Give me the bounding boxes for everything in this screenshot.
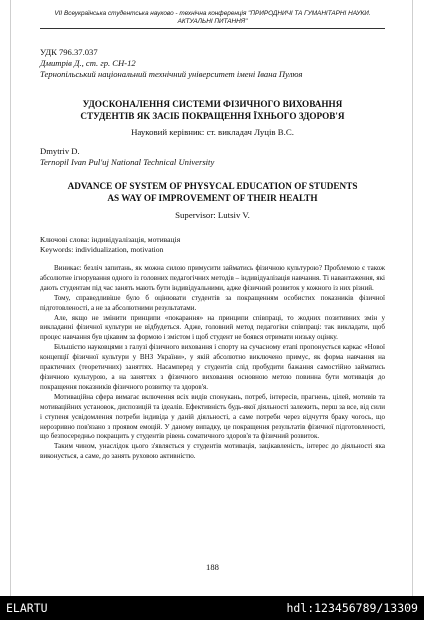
- conference-header-line2: АКТУАЛЬНІ ПИТАННЯ": [177, 17, 248, 25]
- title-en-line2: AS WAY OF IMPROVEMENT OF THEIR HEALTH: [107, 193, 318, 203]
- institution-en: Ternopil Ivan Pul'uj National Technical University: [40, 157, 215, 167]
- repository-name: ELARTU: [6, 601, 48, 615]
- author-ua: Дмитрів Д., ст. гр. СН-12: [40, 58, 136, 68]
- udk-code: УДК 796.37.037: [40, 47, 98, 57]
- institution-ua: Тернопільський національний технічний університет імені Івана Пулюя: [40, 69, 303, 79]
- supervisor-en: Supervisor: Lutsiv V.: [175, 210, 250, 220]
- paragraph: Виникає: безліч запитань, як можна силою примусити займатись фізичною культурою? Проблемою є також абсолютне ігнорування одного із головних педагогічних методів – індивідуалізація навчання. Ті навантаження, які дають студентам під час занять мають бути індивідуальними, адже фізичний розвиток у кожного із них різний.: [40, 264, 385, 292]
- paragraph: Тому, справедливіше було б оцінювати студентів за покращенням особистих показників фізичної підготовленості, а не за абсолютними результатами.: [40, 293, 385, 312]
- supervisor-ua: Науковий керівник: ст. викладач Луців В.С.: [131, 127, 294, 137]
- title-en-line1: ADVANCE OF SYSTEM OF PHYSYCAL EDUCATION OF STUDENTS: [67, 181, 358, 191]
- paragraph: Таким чином, унаслідок цього з'являється у студентів мотивація, зацікавленість, інтерес до діяльності яка виконується, а саме, до занять руховою активністю.: [40, 442, 385, 461]
- keywords-en: Keywords: individualization, motivation: [40, 245, 164, 254]
- conference-header: [40, 10, 385, 29]
- repository-footer-bar: [0, 596, 424, 620]
- paragraph: Мотиваційна сфера вимагає включення всіх видів спонукань, потреб, інтересів, прагнень, цілей, мотивів та мотиваційних установок, диспозицій та ідеалів. Ефективність будь-якої діяльності залежить, перш за все, від сили і ступеня усвідомлення потреби індивіда у даній діяльності, а саме потреби через відчуття браку чогось, що нерозривно пов'язано з проявом емоцій. У даному випадку, це покращення результатів фізичної підготовленості, що безпосередньо покращить у студентів рівень соматичного здоров'я та фізичний розвиток.: [40, 392, 385, 441]
- title-en: [40, 180, 385, 204]
- paragraph: Більшістю науковцями з галузі фізичного виховання і спорту на сучасному етапі пропонується каркас «Нової концепції фізичної культури у ВНЗ України», у якій абсолютно виключено примус, як форма навчання на практичних (теоретичних) заняттях. Насамперед у студентів слід пробудити бажання самостійно займатись фізичною культурою, а на заняттях з фізичного виховання основною метою повинна бути мотивація до покращення показників фізичного розвитку та здоров'я.: [40, 343, 385, 391]
- keywords-ua: Ключові слова: індивідуалізація, мотивація: [40, 235, 181, 244]
- title-ua: [40, 98, 385, 122]
- conference-header-line1: VII Всеукраїнська студентська науково - технічна конференція "ПРИРОДНИЧІ ТА ГУМАНІТАРНІ НАУКИ.: [54, 10, 371, 17]
- page-number: 188: [206, 562, 219, 572]
- author-en: Dmytriv D.: [40, 146, 80, 156]
- paragraph: Але, якщо не змінити принципи «покарання» на принципи співпраці, то жодних позитивних змін у викладанні фізичної культури не відбудеться. Адже, головний метод педагогіки співпраці: так викладати, щоб процес навчання був цікавим за формою і змістом і щоб студент не боявся отримати низьку оцінку.: [40, 313, 385, 342]
- title-ua-line2: СТУДЕНТІВ ЯК ЗАСІБ ПОКРАЩЕННЯ ЇХНЬОГО ЗДОРОВ'Я: [80, 111, 345, 121]
- title-ua-line1: УДОСКОНАЛЕННЯ СИСТЕМИ ФІЗИЧНОГО ВИХОВАННЯ: [82, 99, 343, 109]
- body-text: [40, 264, 385, 462]
- handle-identifier: hdl:123456789/13309: [286, 601, 418, 615]
